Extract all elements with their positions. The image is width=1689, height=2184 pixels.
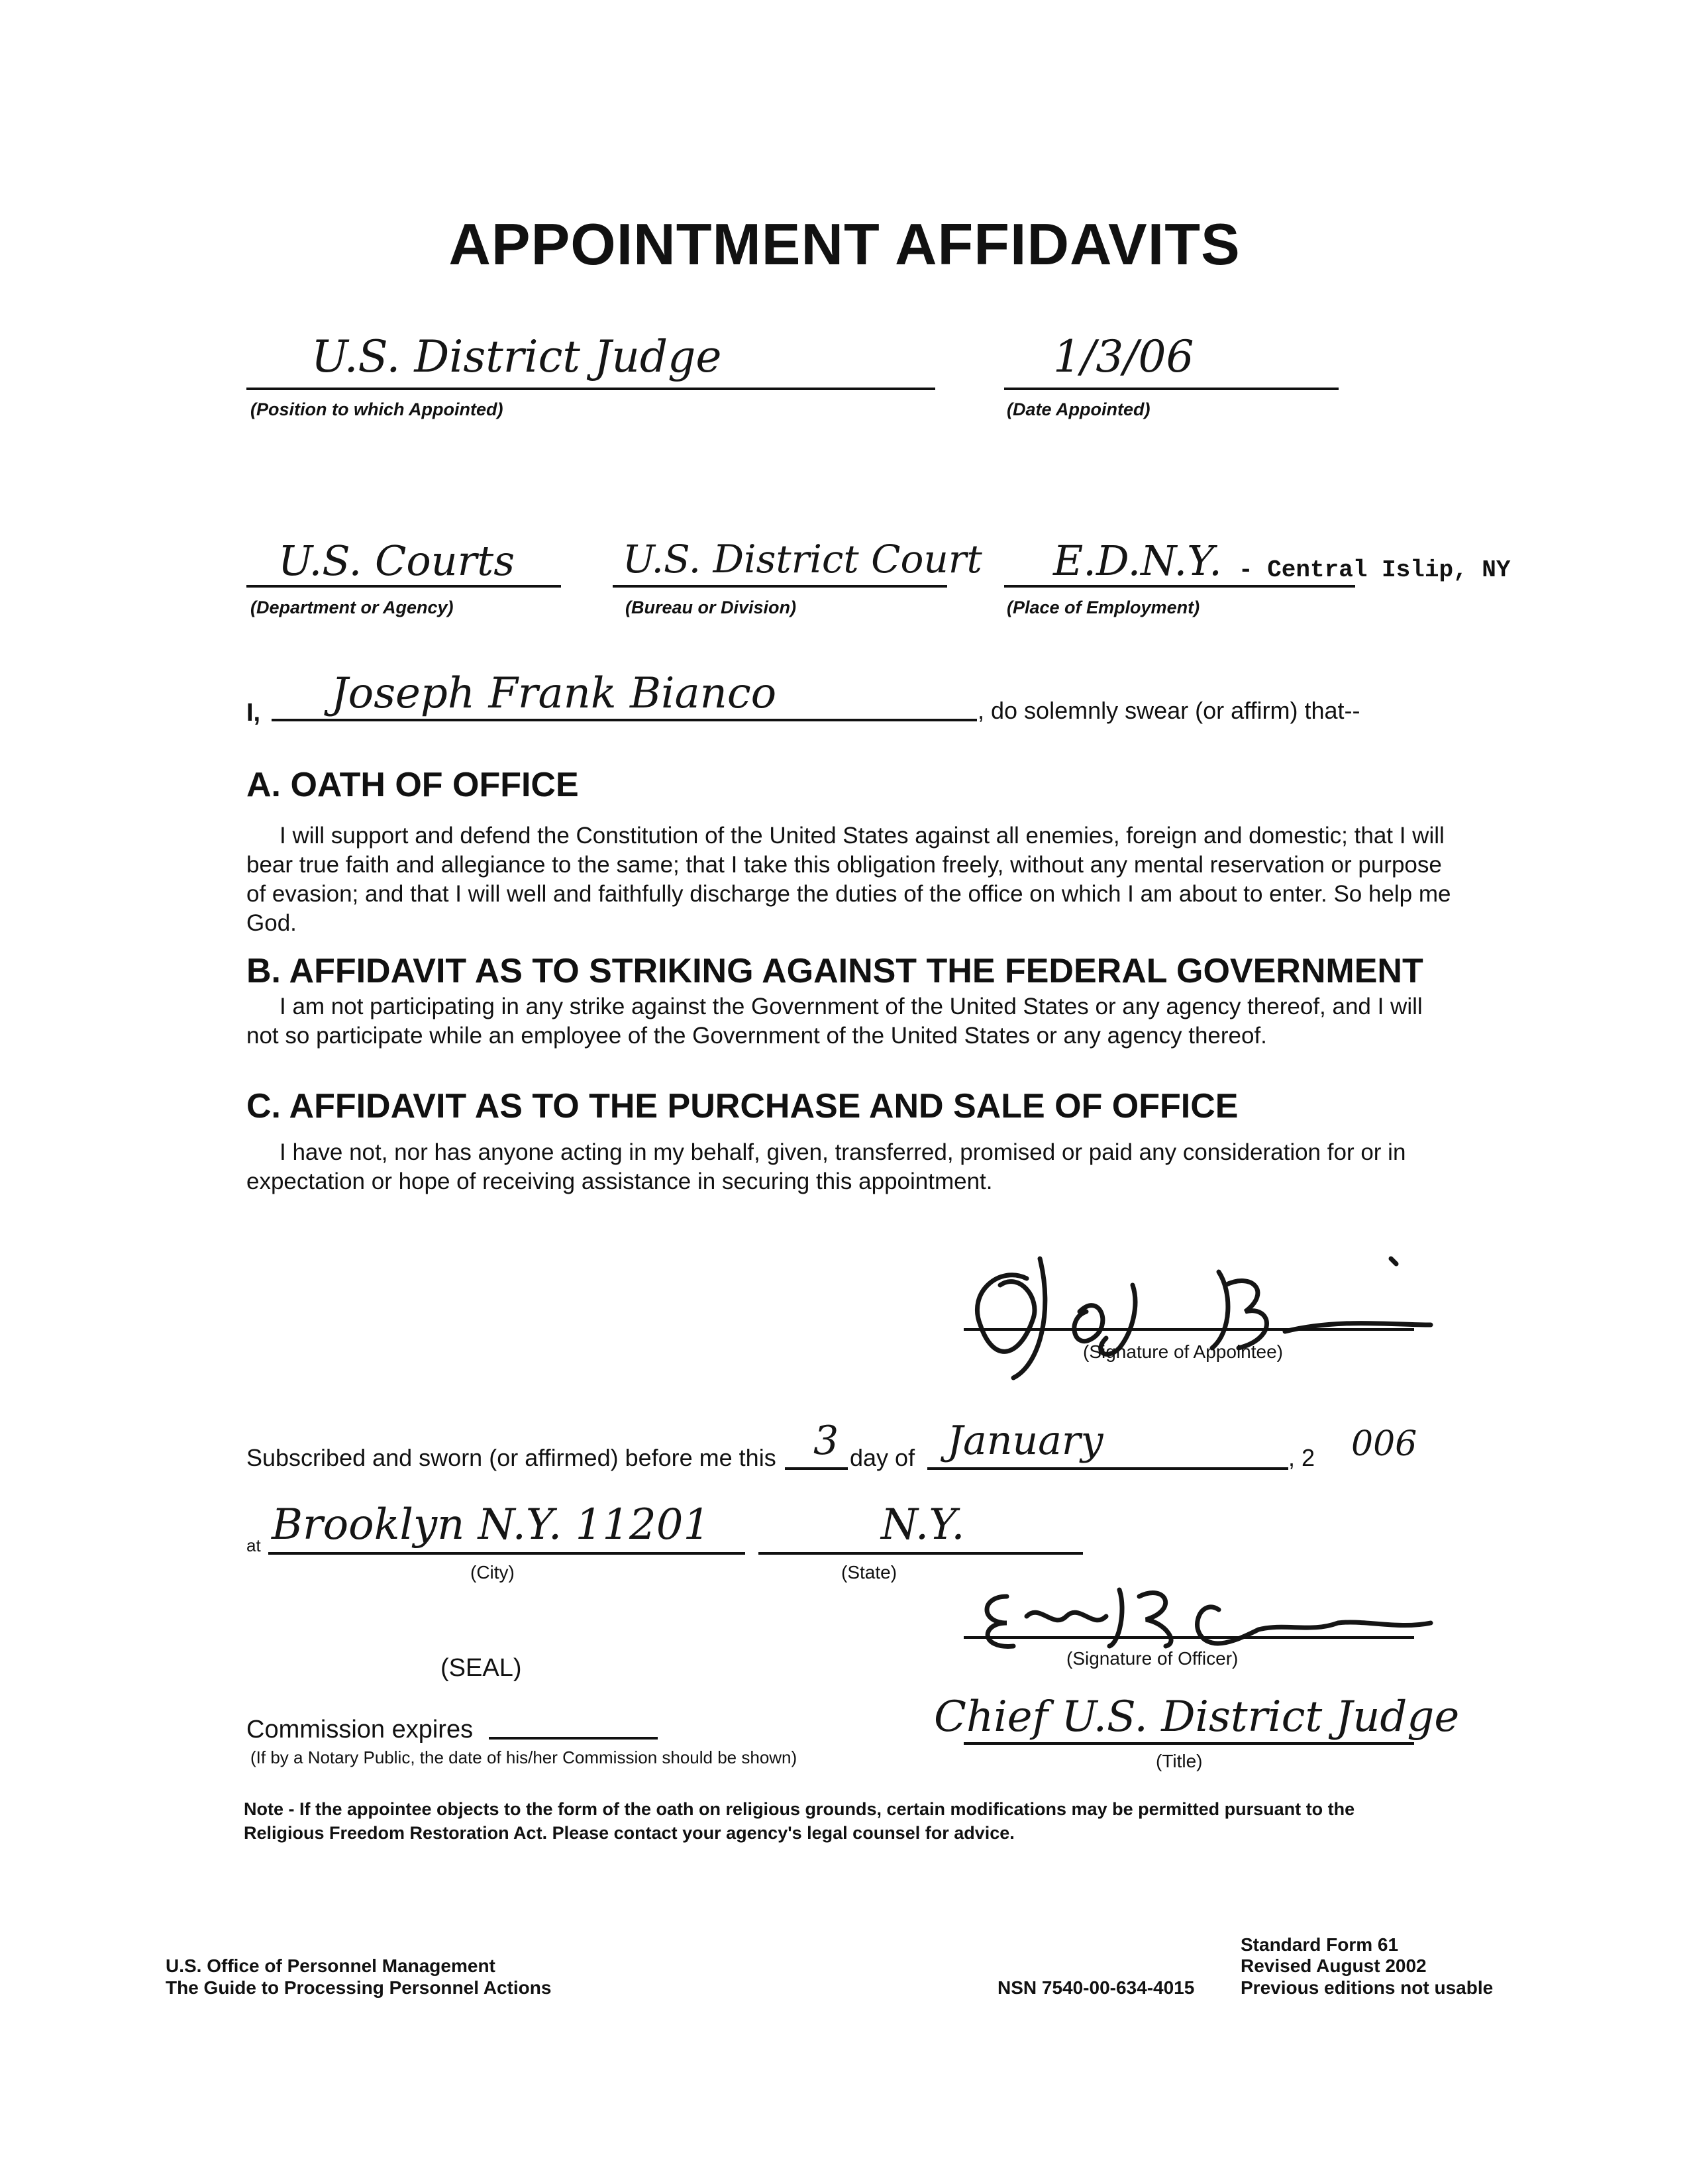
sworn-day-word: day of bbox=[850, 1444, 915, 1471]
section-c-heading: C. AFFIDAVIT AS TO THE PURCHASE AND SALE OF OFFICE bbox=[246, 1087, 1239, 1125]
name-line bbox=[272, 719, 977, 721]
sworn-day-line bbox=[785, 1467, 848, 1470]
appointee-name[interactable]: Joseph Frank Bianco bbox=[331, 669, 777, 718]
officer-signature-label: (Signature of Officer) bbox=[1066, 1648, 1239, 1669]
section-a-heading: A. OATH OF OFFICE bbox=[246, 766, 579, 804]
section-b-body: I am not participating in any strike against the Government of the United States or any agency thereof, and I will not so participate while an employee of the Government of the United States or any agency thereof. bbox=[246, 994, 1423, 1049]
religious-note: Note - If the appointee objects to the form of the oath on religious grounds, certain modifications may be permitted pursuant to the Religious Freedom Restoration Act. Please contact your agency's legal counsel for advice. bbox=[244, 1799, 1355, 1843]
position-line bbox=[246, 388, 935, 390]
footer-previous-editions: Previous editions not usable bbox=[1241, 1977, 1494, 1998]
sworn-prefix: Subscribed and sworn (or affirmed) before me this bbox=[246, 1444, 776, 1471]
appointee-signature-label: (Signature of Appointee) bbox=[1083, 1341, 1283, 1362]
appointee-signature-line bbox=[964, 1328, 1414, 1331]
section-b-heading: B. AFFIDAVIT AS TO STRIKING AGAINST THE FEDERAL GOVERNMENT bbox=[246, 952, 1423, 990]
page-title: APPOINTMENT AFFIDAVITS bbox=[448, 211, 1241, 277]
city-label: (City) bbox=[470, 1562, 515, 1583]
department-label: (Department or Agency) bbox=[250, 598, 454, 617]
officer-title-line bbox=[964, 1742, 1414, 1745]
place-value[interactable]: E.D.N.Y. bbox=[1053, 537, 1222, 585]
section-c-body: I have not, nor has anyone acting in my behalf, given, transferred, promised or paid any consideration for or in expectation or hope of receiving assistance in securing this appointment. bbox=[246, 1139, 1406, 1194]
footer-revised: Revised August 2002 bbox=[1241, 1955, 1427, 1976]
department-line bbox=[246, 585, 561, 588]
sworn-year-prefix: , 2 bbox=[1288, 1444, 1315, 1471]
place-typed-suffix: - Central Islip, NY bbox=[1239, 556, 1511, 584]
officer-title-label: (Title) bbox=[1156, 1751, 1203, 1771]
date-appointed-label: (Date Appointed) bbox=[1007, 399, 1151, 419]
officer-signature-line bbox=[964, 1636, 1414, 1639]
sworn-month-line bbox=[927, 1467, 1288, 1470]
department-value[interactable]: U.S. Courts bbox=[278, 537, 515, 585]
date-appointed-line bbox=[1004, 388, 1339, 390]
footer-form-number: Standard Form 61 bbox=[1241, 1934, 1399, 1955]
officer-title-value[interactable]: Chief U.S. District Judge bbox=[934, 1692, 1460, 1742]
name-prefix: I, bbox=[246, 699, 261, 727]
place-line bbox=[1004, 585, 1355, 588]
position-value[interactable]: U.S. District Judge bbox=[311, 331, 722, 382]
state-label: (State) bbox=[841, 1562, 897, 1583]
commission-line[interactable] bbox=[489, 1737, 658, 1740]
commission-label: Commission expires bbox=[246, 1716, 474, 1743]
bureau-line bbox=[613, 585, 947, 588]
commission-note: (If by a Notary Public, the date of his/her Commission should be shown) bbox=[250, 1747, 797, 1767]
footer-guide: The Guide to Processing Personnel Actions bbox=[166, 1977, 552, 1998]
city-line bbox=[268, 1552, 745, 1555]
place-label: (Place of Employment) bbox=[1007, 598, 1200, 617]
at-label: at bbox=[246, 1535, 261, 1555]
swear-text: , do solemnly swear (or affirm) that-- bbox=[978, 697, 1360, 724]
position-label: (Position to which Appointed) bbox=[250, 399, 503, 419]
officer-signature-image bbox=[967, 1570, 1444, 1656]
bureau-value[interactable]: U.S. District Court bbox=[623, 537, 982, 582]
section-a-body: I will support and defend the Constitution of the United States against all enemies, foreign and domestic; that I will bear true faith and allegiance to the same; that I take this obligation freely, without any mental reservation or purpose of evasion; and that I will well and faithfully discharge the duties of the office on which I am about to enter. So help me God. bbox=[246, 823, 1451, 936]
sworn-month[interactable]: January bbox=[947, 1418, 1103, 1464]
sworn-year-hand[interactable]: 006 bbox=[1351, 1424, 1417, 1464]
sworn-state[interactable]: N.Y. bbox=[881, 1500, 965, 1549]
date-appointed-value[interactable]: 1/3/06 bbox=[1053, 331, 1194, 382]
state-line bbox=[758, 1552, 1083, 1555]
sworn-city[interactable]: Brooklyn N.Y. 11201 bbox=[272, 1500, 711, 1549]
footer-agency: U.S. Office of Personnel Management bbox=[166, 1955, 495, 1976]
sworn-day[interactable]: 3 bbox=[813, 1418, 839, 1464]
bureau-label: (Bureau or Division) bbox=[625, 598, 797, 617]
seal-label: (SEAL) bbox=[440, 1654, 522, 1682]
footer-nsn: NSN 7540-00-634-4015 bbox=[998, 1977, 1195, 1998]
